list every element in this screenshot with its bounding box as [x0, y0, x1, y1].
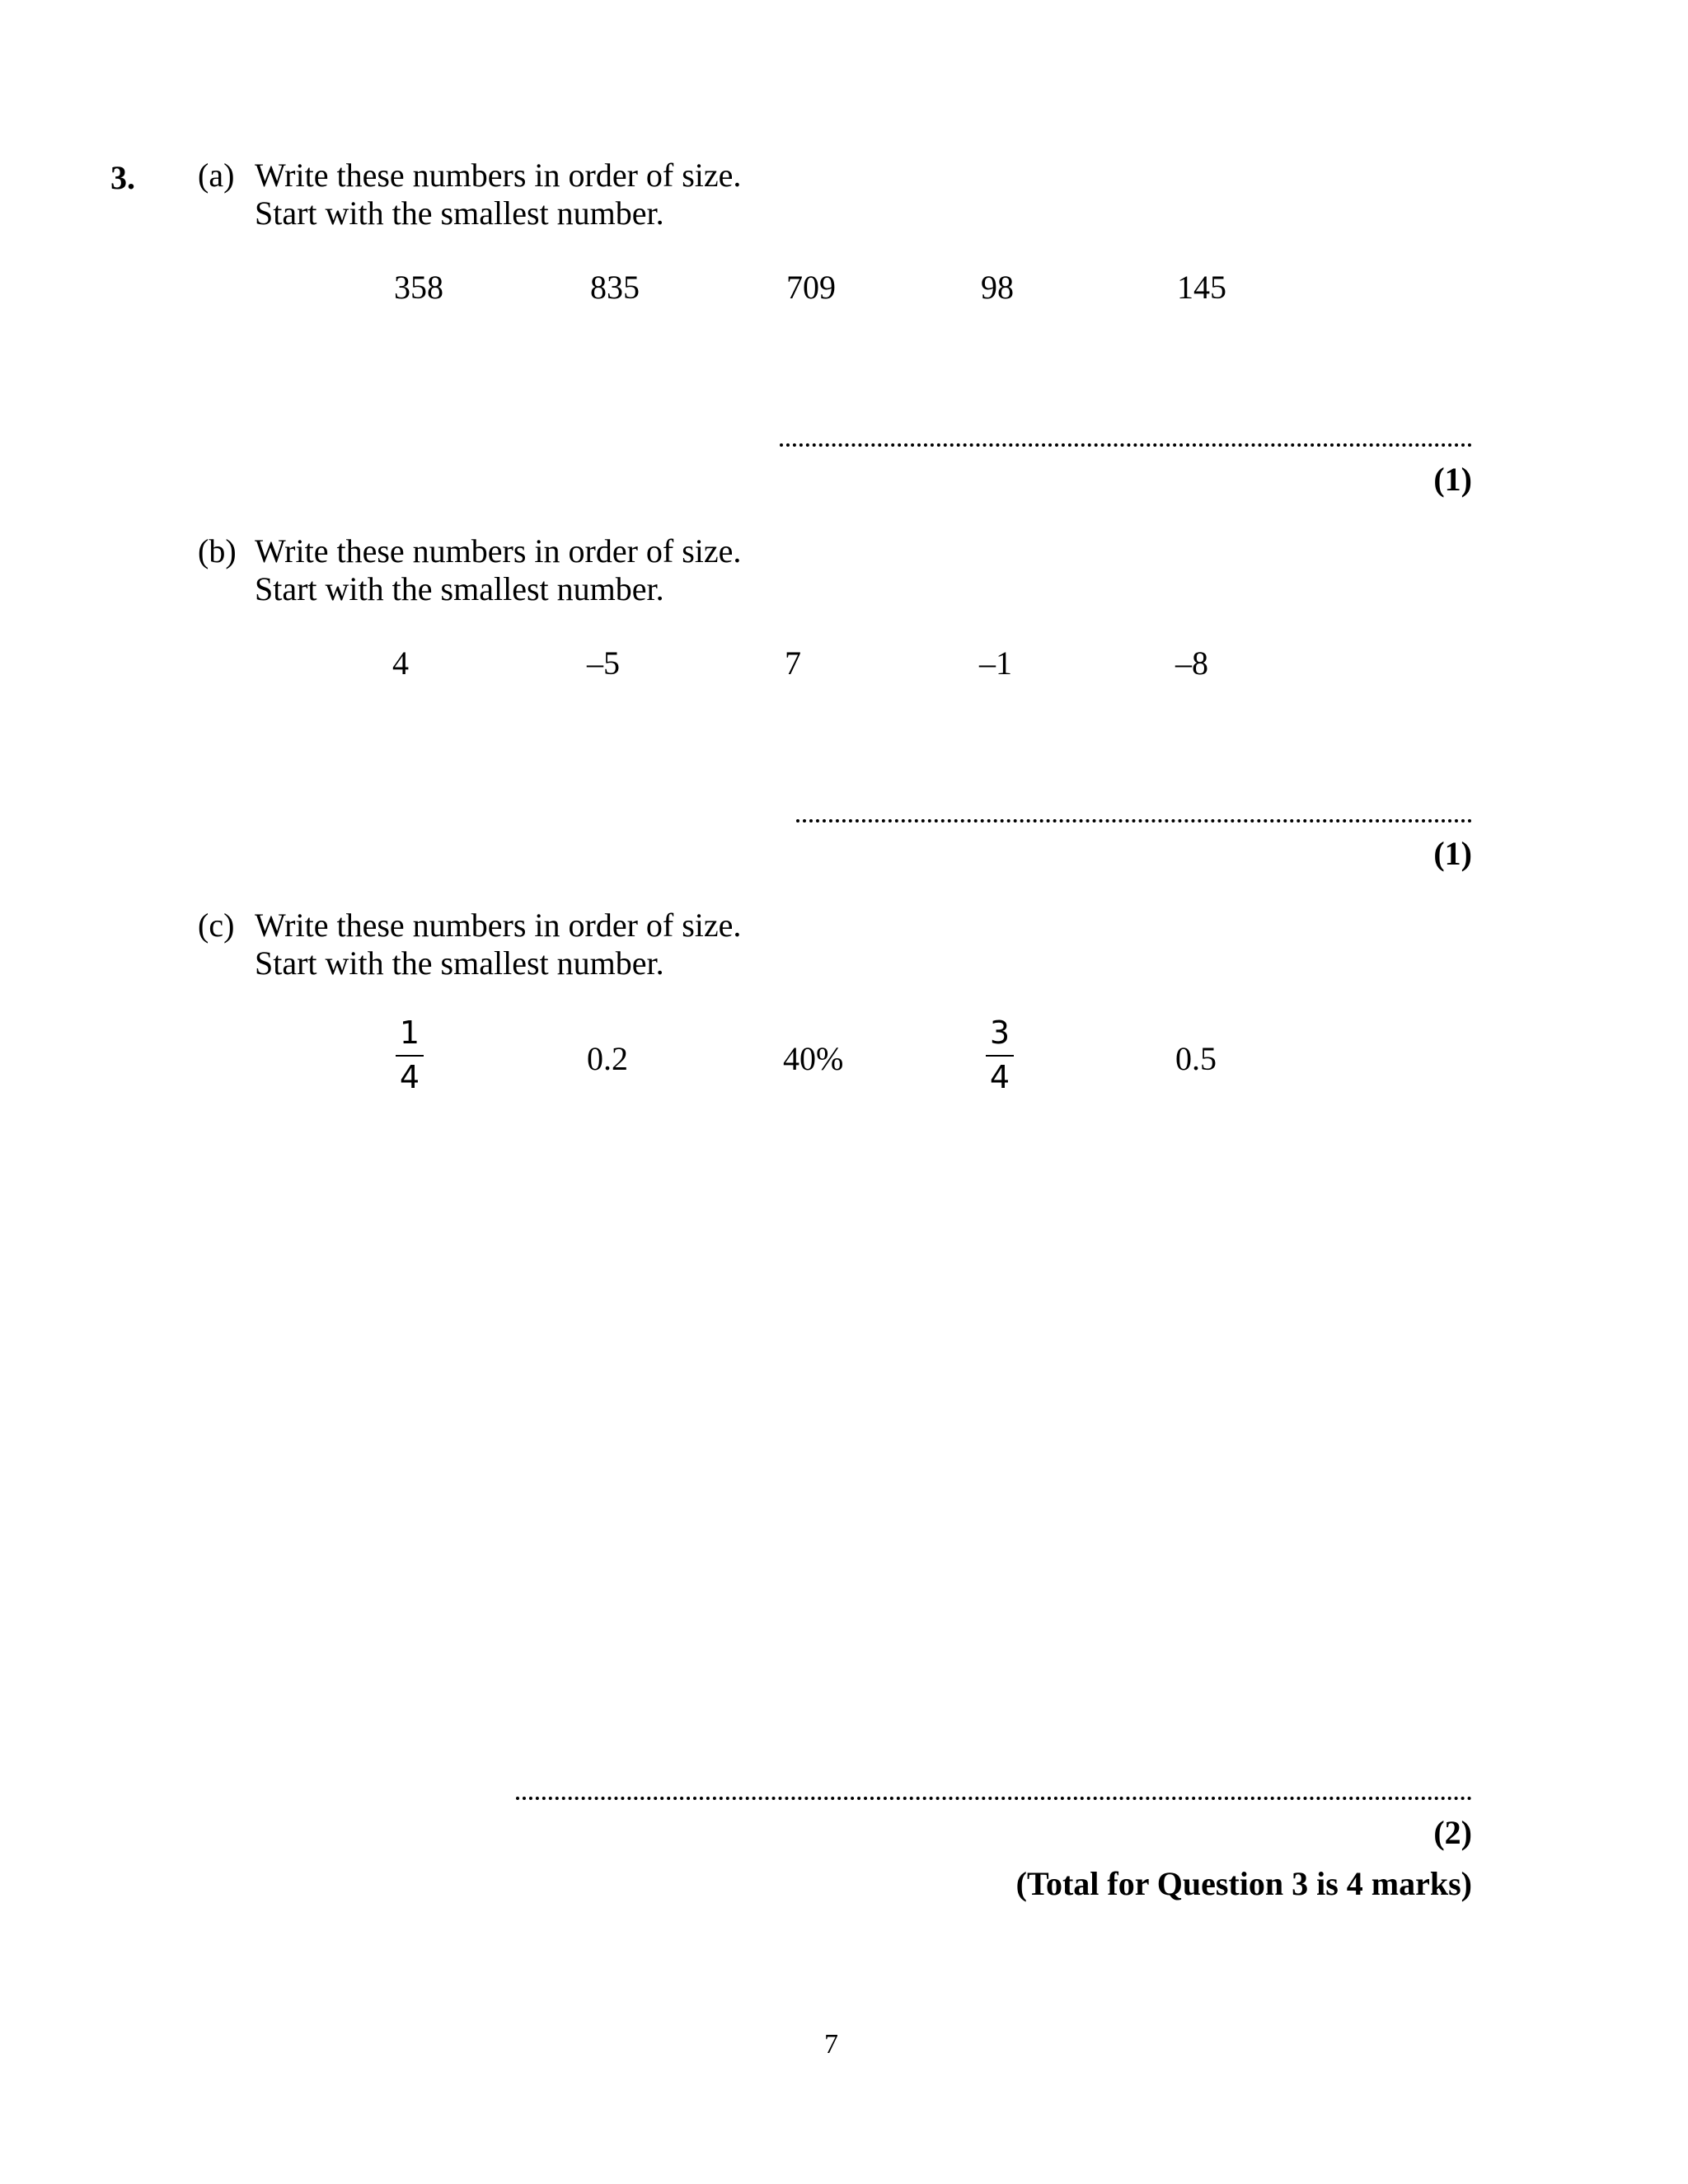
- part-b-number-1: 4: [392, 644, 409, 682]
- part-b-label: (b): [198, 532, 237, 569]
- part-b-number-5: –8: [1175, 644, 1208, 682]
- part-c-number-2: 0.2: [587, 1040, 628, 1077]
- part-c-answer-line[interactable]: [516, 1797, 1472, 1800]
- part-a-marks: (1): [1433, 461, 1472, 498]
- fraction-bar: [986, 1055, 1014, 1057]
- fraction-numerator: 1: [399, 1015, 420, 1051]
- part-a-instruction-line1: Write these numbers in order of size.: [255, 157, 742, 194]
- part-c-label: (c): [198, 907, 235, 944]
- part-b-answer-line[interactable]: [796, 819, 1472, 823]
- part-a-instruction-line2: Start with the smallest number.: [255, 194, 664, 232]
- fraction-denominator: 4: [989, 1059, 1010, 1095]
- fraction-bar: [396, 1055, 424, 1057]
- part-a-number-4: 98: [981, 269, 1014, 306]
- part-b-instruction-line2: Start with the smallest number.: [255, 570, 664, 607]
- part-a-number-1: 358: [394, 269, 443, 306]
- part-b-instruction-line1: Write these numbers in order of size.: [255, 532, 742, 569]
- part-c-fraction-three-quarters: [986, 1015, 1014, 1094]
- part-a-number-2: 835: [590, 269, 640, 306]
- question-total-marks: (Total for Question 3 is 4 marks): [1015, 1865, 1472, 1902]
- part-a-number-5: 145: [1177, 269, 1226, 306]
- part-b-number-2: –5: [587, 644, 620, 682]
- fraction-denominator: 4: [399, 1059, 420, 1095]
- question-number: 3.: [110, 159, 135, 196]
- part-c-fraction-one-quarter: [396, 1015, 424, 1094]
- part-a-number-3: 709: [786, 269, 836, 306]
- page-number: 7: [824, 2029, 838, 2060]
- part-b-number-3: 7: [785, 644, 801, 682]
- part-a-answer-line[interactable]: [780, 443, 1472, 447]
- part-b-marks: (1): [1433, 835, 1472, 872]
- part-b-number-4: –1: [979, 644, 1012, 682]
- part-c-instruction-line2: Start with the smallest number.: [255, 944, 664, 982]
- fraction-numerator: 3: [989, 1015, 1010, 1051]
- part-a-label: (a): [198, 157, 235, 194]
- part-c-instruction-line1: Write these numbers in order of size.: [255, 907, 742, 944]
- part-c-number-5: 0.5: [1175, 1040, 1217, 1077]
- part-c-number-3: 40%: [783, 1040, 844, 1077]
- part-c-marks: (2): [1433, 1814, 1472, 1851]
